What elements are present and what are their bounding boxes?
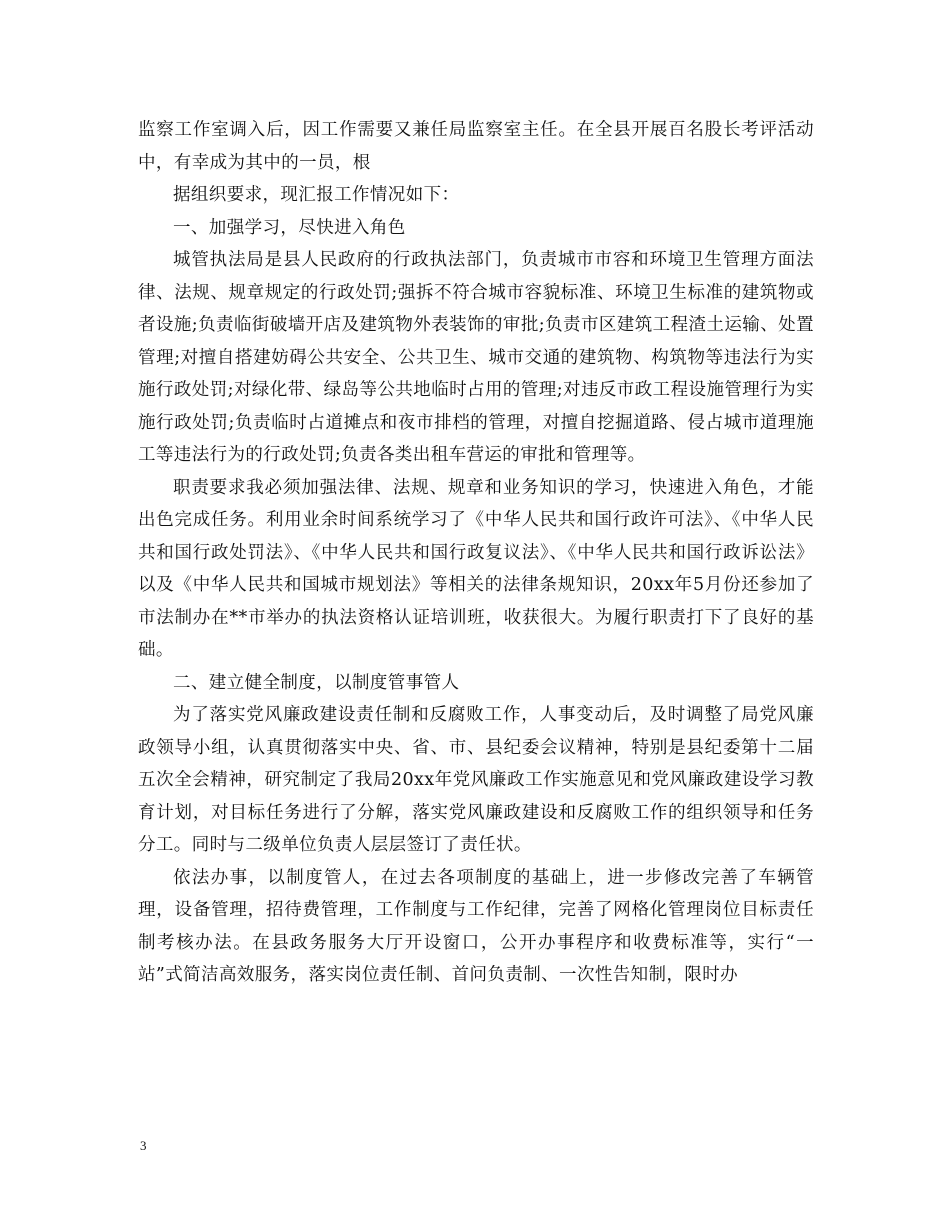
section-heading-2: 二、建立健全制度，以制度管事管人	[173, 672, 460, 693]
paragraph-1: 监察工作室调入后，因工作需要又兼任局监察室主任。在全县开展百名股长考评活动中，有幸成为其中的一员，根	[138, 120, 814, 173]
paragraph-2: 据组织要求，现汇报工作情况如下：	[173, 185, 460, 205]
paragraph-5: 为了落实党风廉政建设责任制和反腐败工作，人事变动后，及时调整了局党风廉政领导小组，认真贯彻落实中央、省、市、县纪委会议精神，特别是县纪委第十二届五次全会精神，研究制定了我局20xx年党风廉政工作实施意见和党风廉政建设学习教育计划，对目标任务进行了分解，落实党风廉政建设和反腐败工作的组织领导和任务分工。同时与二级单位负责人层层签订了责任状。	[138, 705, 814, 855]
document-body	[138, 114, 814, 992]
paragraph-4: 职责要求我必须加强法律、法规、规章和业务知识的学习，快速进入角色，才能出色完成任务。利用业余时间系统学习了《中华人民共和国行政许可法》、《中华人民共和国行政处罚法》、《中华人民共和国行政复议法》、《中华人民共和国行政诉讼法》以及《中华人民共和国城市规划法》等相关的法律条规知识，20xx年5月份还参加了市法制办在**市举办的执法资格认证培训班，收获很大。为履行职责打下了良好的基础。	[138, 477, 814, 660]
paragraph-3: 城管执法局是县人民政府的行政执法部门，负责城市市容和环境卫生管理方面法律、法规、规章规定的行政处罚;强拆不符合城市容貌标准、环境卫生标准的建筑物或者设施;负责临街破墙开店及建筑物外表装饰的审批;负责市区建筑工程渣土运输、处置管理;对擅自搭建妨碍公共安全、公共卫生、城市交通的建筑物、构筑物等违法行为实施行政处罚;对绿化带、绿岛等公共地临时占用的管理;对违反市政工程设施管理行为实施行政处罚;负责临时占道摊点和夜市排档的管理，对擅自挖掘道路、侵占城市道理施工等违法行为的行政处罚;负责各类出租车营运的审批和管理等。	[138, 250, 814, 465]
paragraph-6: 依法办事，以制度管人，在过去各项制度的基础上，进一步修改完善了车辆管理，设备管理，招待费管理，工作制度与工作纪律，完善了网格化管理岗位目标责任制考核办法。在县政务服务大厅开设窗口，公开办事程序和收费标准等，实行“一站”式简洁高效服务，落实岗位责任制、首问负责制、一次性告知制，限时办	[138, 867, 814, 985]
page-number: 3	[140, 1138, 147, 1153]
section-heading-1: 一、加强学习，尽快进入角色	[173, 217, 406, 238]
